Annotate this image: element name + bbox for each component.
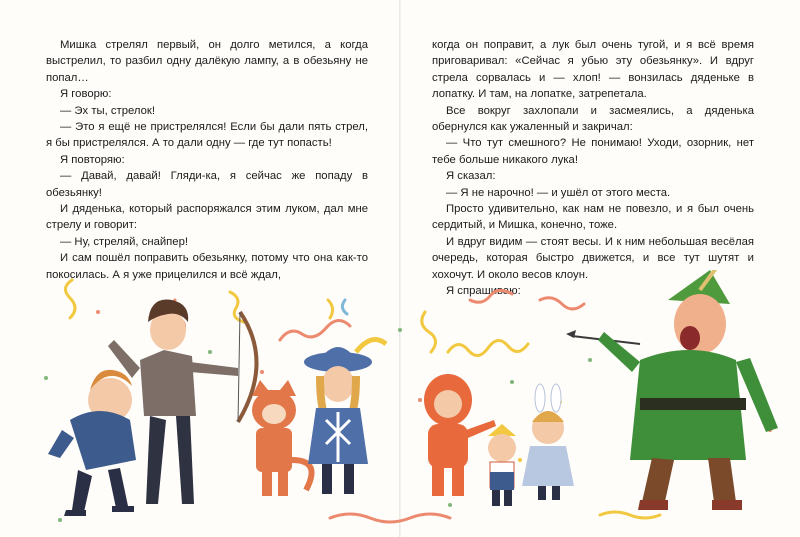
harlequin-child [488, 424, 516, 506]
confetti-ribbon [470, 290, 512, 302]
paragraph: — Что тут смешного? Не понимаю! Уходи, озорник, нет тебе больше никакого лука! [432, 137, 754, 166]
paragraph: — Ну, стреляй, снайпер! [60, 235, 188, 248]
bunny-girl [522, 384, 574, 500]
confetti-ribbon [328, 300, 333, 318]
crouching-boy [48, 370, 136, 516]
paragraph: — Это я ещё не пристрелялся! Если бы дали пять стрел, я бы пристрелялся. А то дали одну — где тут попасть! [46, 121, 368, 150]
paragraph: — Эх ты, стрелок! [60, 104, 156, 117]
story-illustration [0, 270, 800, 537]
confetti-ribbon [65, 280, 75, 318]
astronaut-child [424, 374, 496, 496]
cat-costume-child [252, 380, 312, 496]
paragraph: Я сказал: [446, 170, 496, 183]
paragraph: Все вокруг захлопали и засмеялись, а дяденька обернулся как ужаленный и закричал: [432, 104, 754, 134]
paragraph: — Я не нарочно! — и ушёл от этого места. [446, 186, 671, 199]
confetti-ribbon [540, 298, 584, 309]
paragraph: Я говорю: [60, 88, 112, 101]
confetti-ribbon [422, 312, 436, 352]
right-text-column [432, 37, 754, 300]
paragraph: Я спрашиваю: [446, 285, 521, 298]
confetti-ribbon [448, 340, 528, 355]
confetti-ribbon [342, 300, 347, 314]
musketeer-child [304, 340, 386, 495]
left-text-column [46, 37, 368, 283]
confetti-ribbon [280, 320, 350, 340]
paragraph: И сам пошёл поправить обезьянку, потому что она как-то покосилась. А я уже прицелился и всё ждал, [46, 252, 368, 281]
confetti-ribbon [330, 514, 450, 522]
paragraph: когда он поправит, а лук был очень тугой, и я всё время приговаривал: «Сейчас я убью эту обезьянку». И вдруг стрела сорвалась и — хлоп! — вонзилась дяденьке в лопатку. И там, на лопатке, затрепетала. [432, 39, 754, 101]
confetti-ribbon [600, 512, 660, 518]
paragraph: Мишка стрелял первый, он долго метился, а когда выстрелил, то разбил одну далёкую лампу, а в обезьяну не попал… [46, 39, 368, 84]
hunter-man [598, 270, 778, 510]
paragraph: — Давай, давай! Гляди-ка, я сейчас же попаду в обезьянку! [46, 170, 368, 199]
paragraph: Я повторяю: [60, 153, 125, 166]
paragraph: Просто удивительно, как нам не повезло, и я был очень сердитый, и Мишка, конечно, тоже. [432, 203, 754, 232]
paragraph: И дяденька, который распоряжался этим луком, дал мне стрелу и говорит: [46, 203, 368, 232]
paragraph: И вдруг видим — стоят весы. И к ним небольшая весёлая очередь, которая быстро движется, и все тут шутят и хохочут. И около весов клоун. [432, 235, 754, 281]
